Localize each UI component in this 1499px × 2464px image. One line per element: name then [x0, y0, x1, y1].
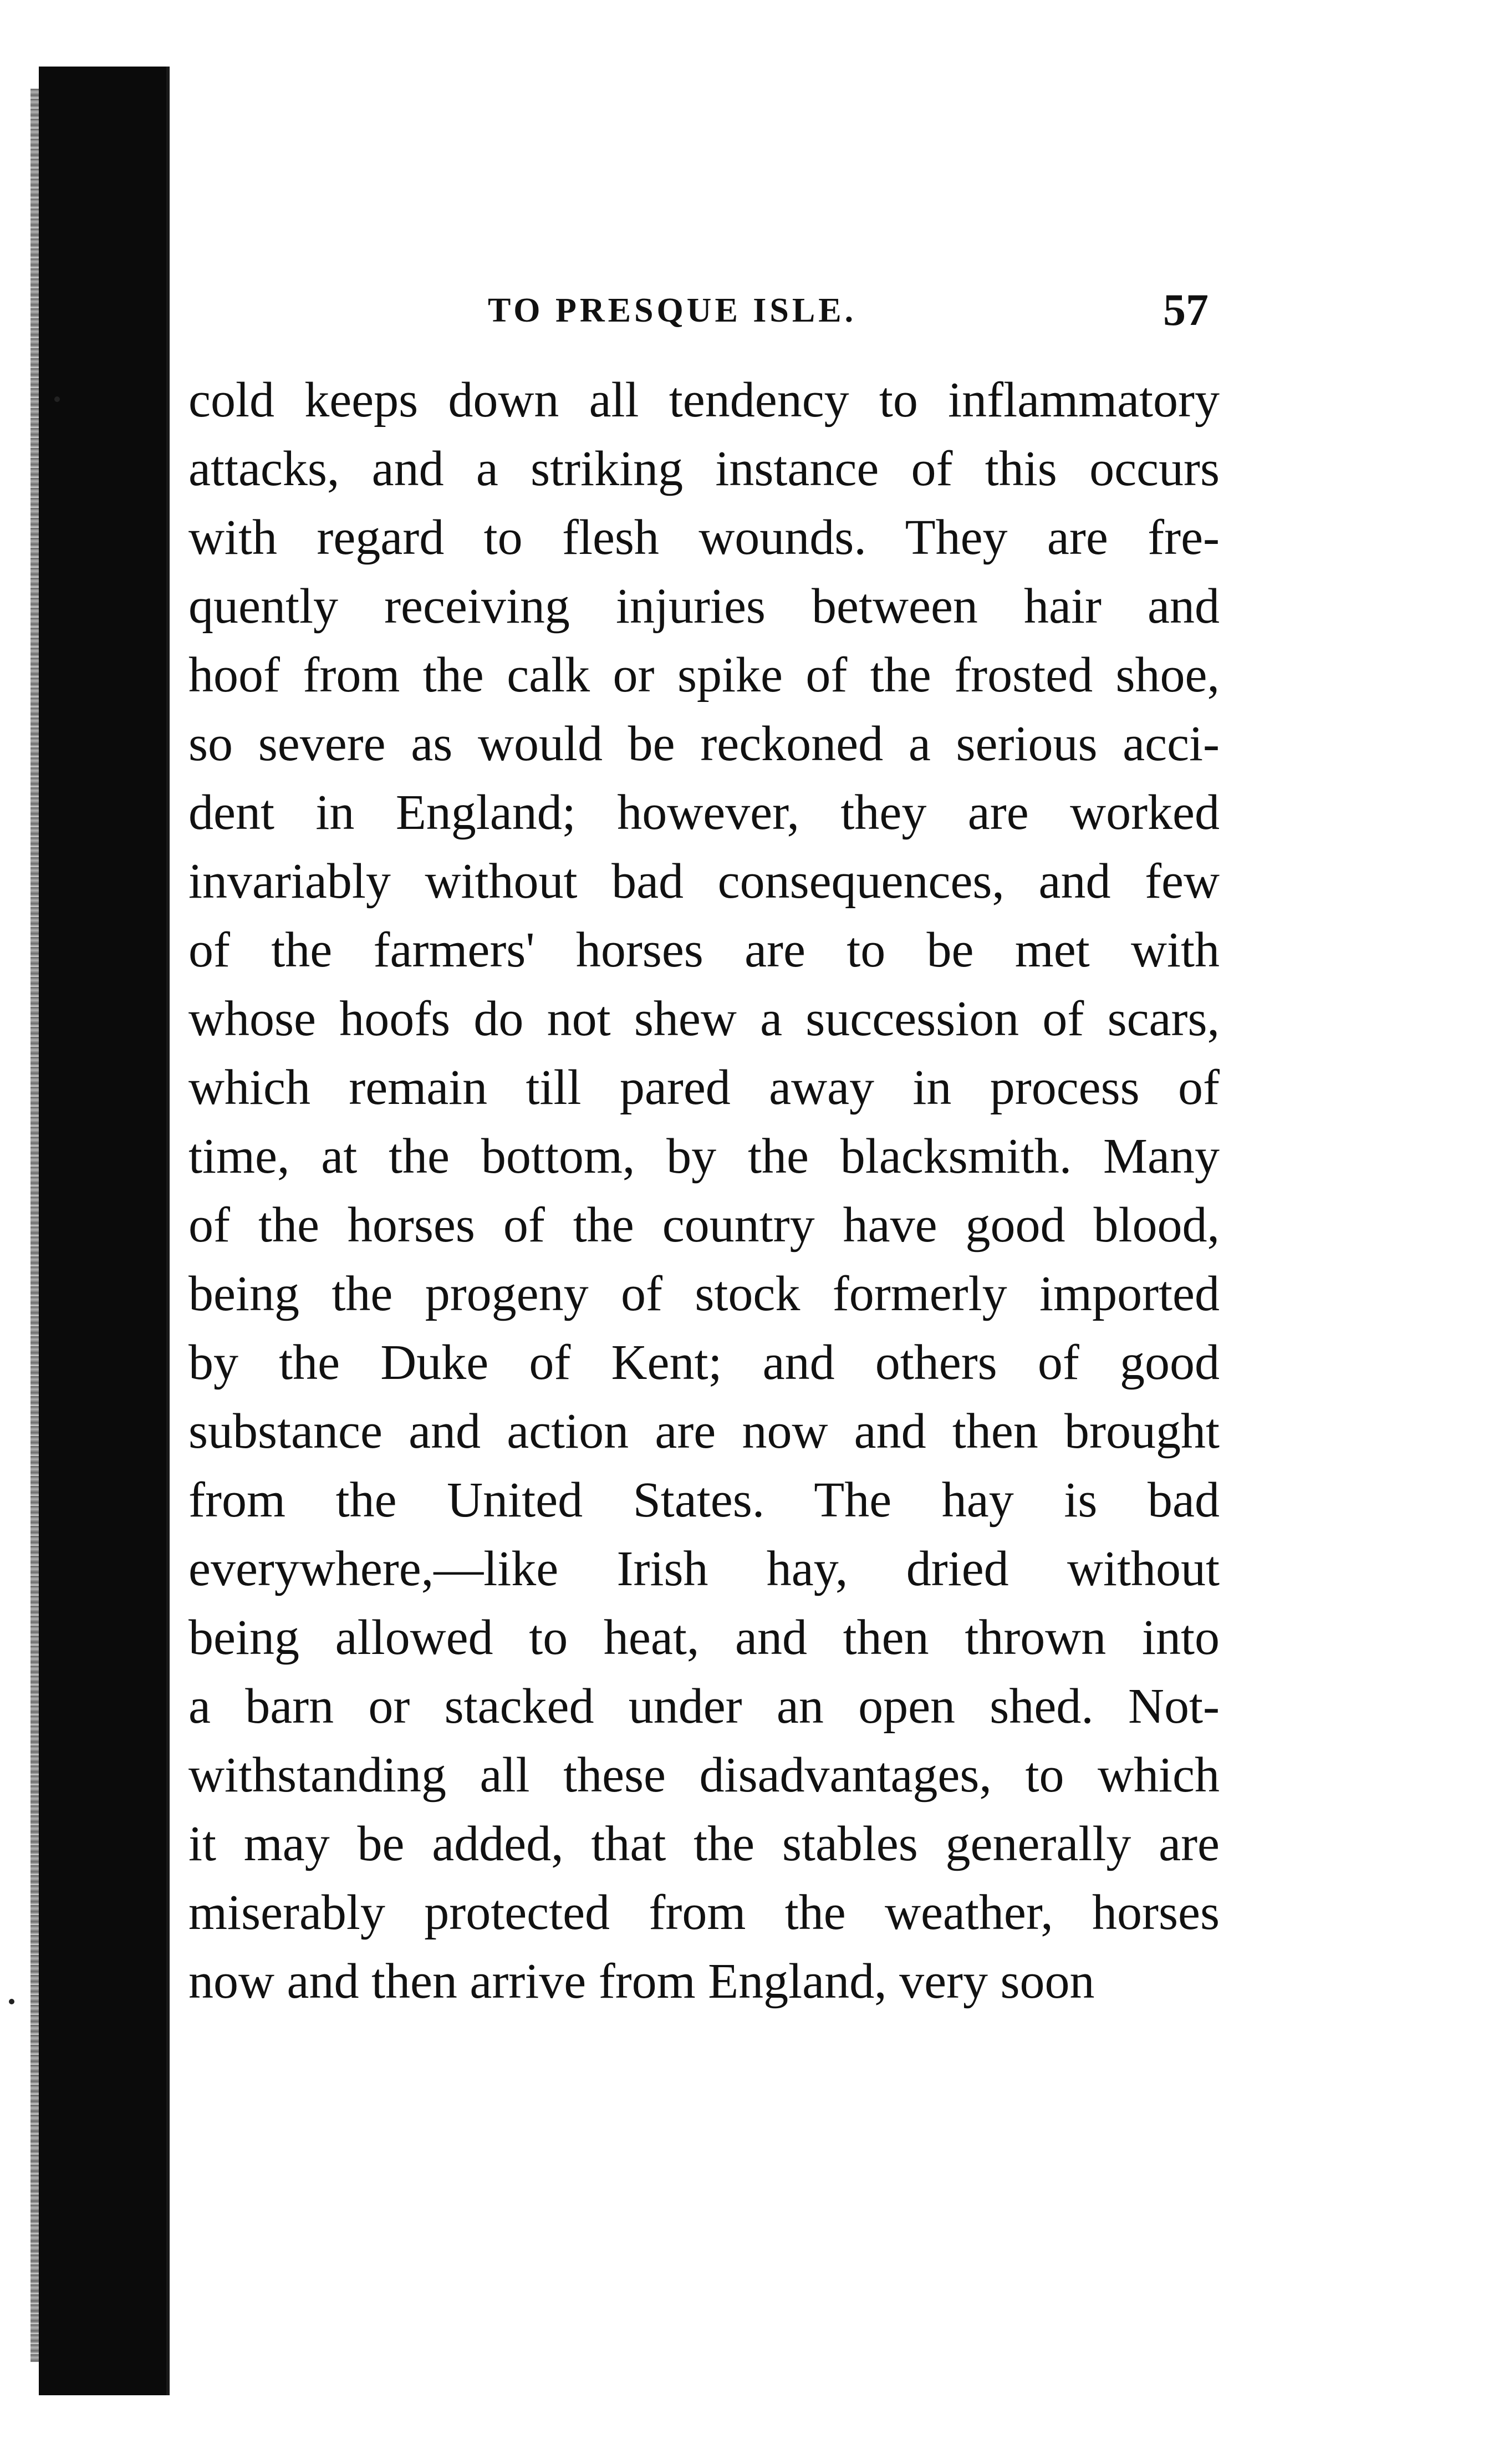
stray-mark	[54, 396, 60, 402]
text-line: invariably without bad consequences, and few	[188, 854, 1220, 909]
text-line: from the United States. The hay is bad	[188, 1473, 1220, 1528]
binding-spine	[39, 67, 170, 2395]
text-line: being the progeny of stock formerly imported	[188, 1266, 1220, 1321]
text-line: now and then arrive from England, very soon	[188, 1954, 1095, 2009]
text-line: which remain till pared away in process of	[188, 1060, 1220, 1115]
text-line: attacks, and a striking instance of this occurs	[188, 441, 1220, 496]
text-line: dent in England; however, they are worked	[188, 785, 1220, 840]
text-line: withstanding all these disadvantages, to which	[188, 1748, 1220, 1803]
running-header: TO PRESQUE ISLE.	[488, 292, 857, 329]
text-line: miserably protected from the weather, horses	[188, 1885, 1220, 1940]
text-line: with regard to flesh wounds. They are fre-	[188, 510, 1220, 565]
text-line: it may be added, that the stables generally are	[188, 1816, 1220, 1871]
stray-mark	[9, 1999, 14, 2004]
text-line: by the Duke of Kent; and others of good	[188, 1335, 1220, 1390]
text-line: a barn or stacked under an open shed. Not-	[188, 1679, 1220, 1734]
text-line: of the farmers' horses are to be met with	[188, 923, 1220, 978]
text-line: cold keeps down all tendency to inflammatory	[188, 373, 1220, 427]
page-number: 57	[1163, 284, 1209, 335]
text-line: substance and action are now and then brought	[188, 1404, 1220, 1459]
text-line: hoof from the calk or spike of the frosted shoe,	[188, 648, 1220, 702]
text-line: of the horses of the country have good blood,	[188, 1198, 1220, 1253]
text-line: quently receiving injuries between hair and	[188, 579, 1220, 634]
text-line: everywhere,—like Irish hay, dried without	[188, 1541, 1220, 1596]
text-line: being allowed to heat, and then thrown into	[188, 1610, 1220, 1665]
text-line: whose hoofs do not shew a succession of scars,	[188, 991, 1220, 1046]
text-line: so severe as would be reckoned a serious acci-	[188, 716, 1220, 771]
text-line: time, at the bottom, by the blacksmith. Many	[188, 1129, 1220, 1184]
